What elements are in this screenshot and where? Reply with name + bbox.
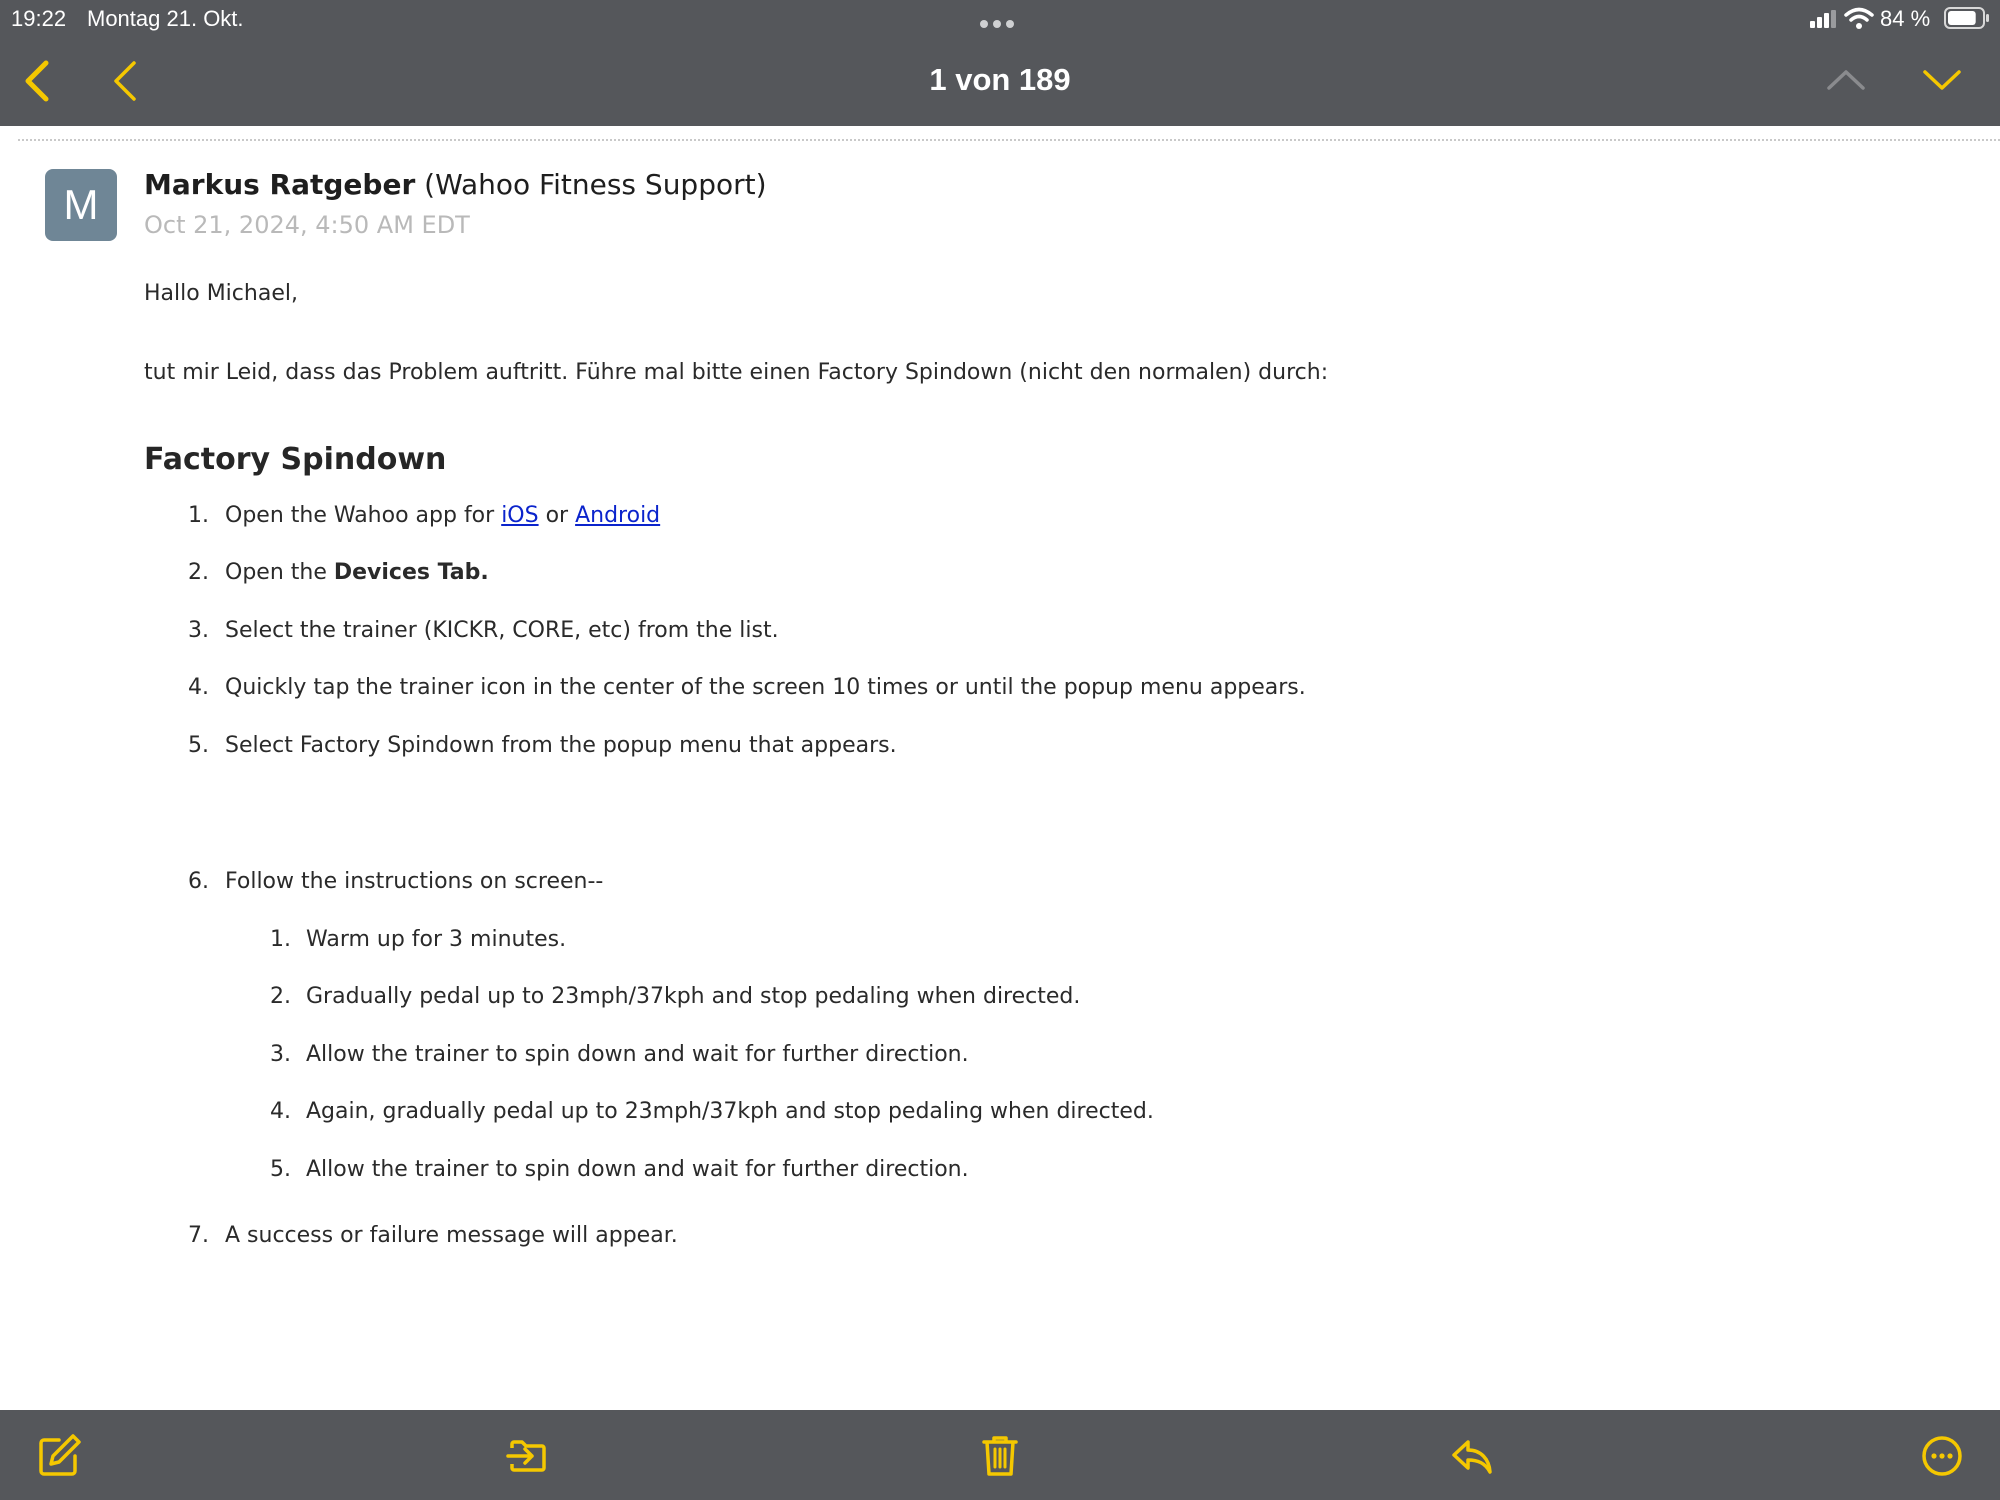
chevron-up-icon bbox=[1826, 60, 1866, 100]
chevron-down-icon bbox=[1922, 60, 1962, 100]
intro-text: tut mir Leid, dass das Problem auftritt. Führe mal bitte einen Factory Spindown (nicht den normalen) durch: bbox=[144, 360, 1329, 385]
compose-icon bbox=[35, 1432, 83, 1480]
list-number: 3. bbox=[270, 1042, 291, 1067]
list-number: 2. bbox=[188, 560, 209, 585]
devices-tab-bold: Devices Tab. bbox=[333, 560, 489, 585]
list-number: 1. bbox=[270, 927, 291, 952]
list-text: Follow the instructions on screen-- bbox=[225, 869, 604, 894]
list-text: Warm up for 3 minutes. bbox=[306, 927, 567, 952]
battery-percentage: 84 % bbox=[1880, 6, 1931, 31]
reply-icon bbox=[1448, 1432, 1496, 1480]
list-number: 5. bbox=[270, 1157, 291, 1182]
message-counter: 1 von 189 bbox=[929, 62, 1071, 97]
section-heading: Factory Spindown bbox=[144, 442, 447, 477]
move-to-folder-icon bbox=[504, 1432, 552, 1480]
move-to-folder-button[interactable] bbox=[504, 1432, 552, 1480]
sender-avatar[interactable]: M bbox=[45, 169, 117, 241]
list-number: 3. bbox=[188, 618, 209, 643]
multitasking-dots-icon[interactable] bbox=[980, 13, 1020, 23]
more-icon bbox=[1918, 1432, 1966, 1480]
battery-icon bbox=[1944, 7, 1990, 29]
reply-button[interactable] bbox=[1448, 1432, 1496, 1480]
list-text: Allow the trainer to spin down and wait for further direction. bbox=[306, 1157, 969, 1182]
wifi-icon bbox=[1844, 6, 1874, 30]
list-text: Select Factory Spindown from the popup menu that appears. bbox=[225, 733, 897, 758]
list-text: Gradually pedal up to 23mph/37kph and stop pedaling when directed. bbox=[306, 984, 1081, 1009]
list-text bbox=[225, 558, 489, 588]
list-number: 5. bbox=[188, 733, 209, 758]
status-date: Montag 21. Okt. bbox=[87, 6, 244, 31]
android-link[interactable]: Android bbox=[575, 503, 661, 528]
list-text: Allow the trainer to spin down and wait for further direction. bbox=[306, 1042, 969, 1067]
ios-link[interactable]: iOS bbox=[501, 503, 539, 528]
sender-line[interactable] bbox=[144, 168, 767, 201]
list-text: Select the trainer (KICKR, CORE, etc) from the list. bbox=[225, 618, 779, 643]
mail-nav-bar bbox=[0, 36, 2000, 126]
header-divider bbox=[18, 139, 2000, 141]
next-message-button[interactable] bbox=[1922, 60, 1962, 100]
list-text: Quickly tap the trainer icon in the center of the screen 10 times or until the popup menu appears. bbox=[225, 675, 1306, 700]
list-number: 7. bbox=[188, 1223, 209, 1248]
message-toolbar bbox=[0, 1410, 2000, 1500]
trash-icon bbox=[976, 1432, 1024, 1480]
greeting-text: Hallo Michael, bbox=[144, 281, 298, 306]
list-text: A success or failure message will appear. bbox=[225, 1223, 678, 1248]
list-text-segment: or bbox=[538, 503, 576, 528]
message-date: Oct 21, 2024, 4:50 AM EDT bbox=[144, 211, 470, 239]
list-text-segment: Open the bbox=[225, 560, 334, 585]
list-number: 1. bbox=[188, 503, 209, 528]
list-number: 4. bbox=[270, 1099, 291, 1124]
sender-organization: (Wahoo Fitness Support) bbox=[424, 168, 767, 201]
trash-button[interactable] bbox=[976, 1432, 1024, 1480]
list-number: 6. bbox=[188, 869, 209, 894]
compose-button[interactable] bbox=[35, 1432, 83, 1480]
cellular-signal-icon bbox=[1810, 10, 1836, 28]
list-number: 2. bbox=[270, 984, 291, 1009]
sender-name[interactable]: Markus Ratgeber bbox=[144, 168, 416, 201]
status-time: 19:22 bbox=[11, 6, 67, 31]
status-bar bbox=[0, 0, 2000, 36]
list-text bbox=[225, 501, 660, 531]
previous-message-button[interactable] bbox=[1826, 60, 1866, 100]
list-text: Again, gradually pedal up to 23mph/37kph and stop pedaling when directed. bbox=[306, 1099, 1154, 1124]
list-number: 4. bbox=[188, 675, 209, 700]
more-actions-button[interactable] bbox=[1918, 1432, 1966, 1480]
list-text-segment: Open the Wahoo app for bbox=[225, 503, 502, 528]
